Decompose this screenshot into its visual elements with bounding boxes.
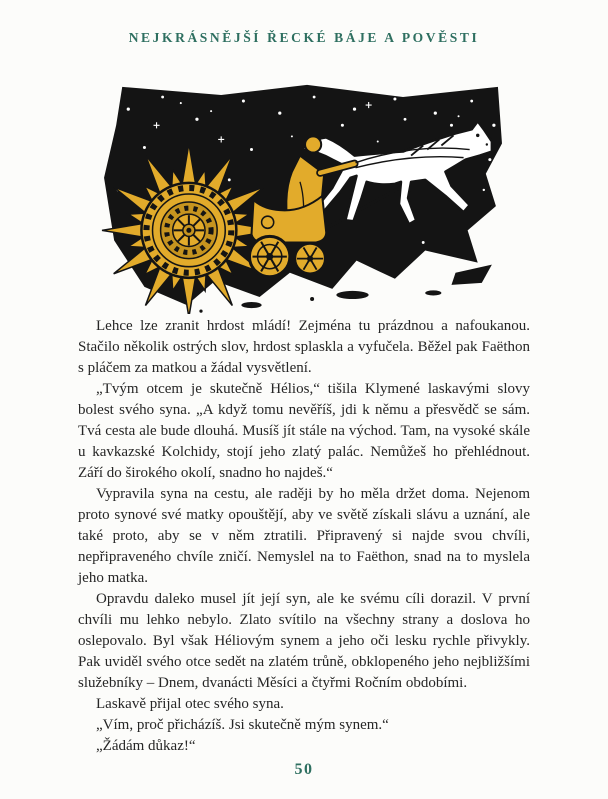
- paragraph: „Tvým otcem je skutečně Hélios,“ tišila Klymené laskavými slovy bolest svého syna. „A když tomu nevěříš, jdi k němu a přesvědč se sám. Tvá cesta ale bude dlouhá. Musíš jít stále na východ. Tam, na vysoké skále u kavkazské Kolchidy, stojí jeho zlatý palác. Nemůžeš ho přehlédnout. Září do širokého okolí, snadno ho najdeš.“: [78, 381, 530, 481]
- paragraph: „Vím, proč přicházíš. Jsi skutečně mým synem.“: [96, 717, 389, 733]
- paragraph: Opravdu daleko musel jít její syn, ale ke svému cíli dorazil. V první chvíli mu lehko nebylo. Zlato svítilo na všechny strany a doslova ho oslepovalo. Byl však Héliovým synem a jeho oči lesku rychle přivykly. Pak uviděl svého otce sedět na zlatém trůně, obklopeného jeho nejbližšími služebníky – Dnem, dvanácti Měsíci a čtyřmi Ročním obdobími.: [78, 591, 530, 691]
- paragraph: „Žádám důkaz!“: [96, 738, 196, 754]
- paragraph: Lehce lze zranit hrdost mládí! Zejména tu prázdnou a nafoukanou. Stačilo několik ostrých slov, hrdost splaskla a vyfučela. Běžel pak Faëthon s pláčem za matkou a žádal vysvětlení.: [78, 318, 530, 376]
- horse-nostril: [486, 143, 488, 145]
- paragraph: Vypravila syna na cestu, ale raději by ho měla držet doma. Nejenom proto synové své matky opouštějí, aby ve světě získali slávu a uznání, ale také proto, aby se v něm ztratili. Připravený si najde svou chvíli, nepřipraveného chvíle zničí. Nemyslel na to Faëthon, snad na to myslela jeho matka.: [78, 486, 530, 586]
- page-title: NEJKRÁSNĚJŠÍ ŘECKÉ BÁJE A POVĚSTI: [128, 30, 480, 45]
- page-number: 50: [294, 761, 314, 778]
- body-text: [78, 316, 530, 757]
- sun-chariot-illustration: [100, 80, 504, 314]
- paragraph: Laskavě přijal otec svého syna.: [96, 696, 284, 712]
- sun-chariot-svg: [100, 80, 504, 314]
- horse-eye: [476, 134, 479, 137]
- chariot-wheel-small: [295, 243, 325, 273]
- chariot-wheel-large: [249, 236, 289, 276]
